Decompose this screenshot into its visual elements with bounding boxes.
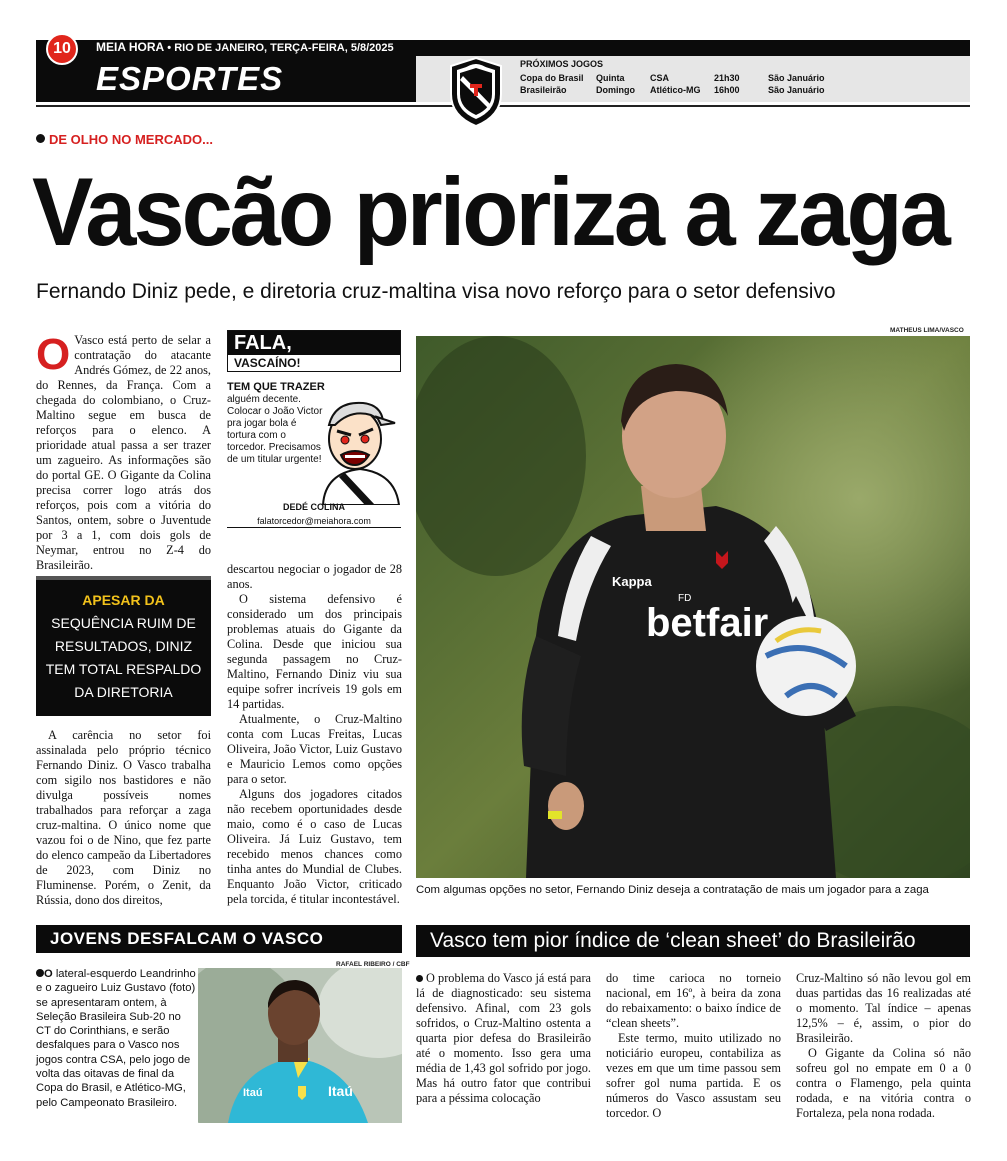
fala-signature [227, 500, 401, 528]
brand-text: Kappa [612, 574, 652, 589]
article-column-2 [227, 562, 402, 907]
sidebar-photo-credit: RAFAEL RIBEIRO / CBF [336, 961, 410, 968]
fala-quote-body: alguém decente. Colocar o João Victor pra jogar bola é tortura com o torcedor. Precisamos de um titular urgente! [227, 394, 323, 465]
page-number: 10 [46, 33, 78, 65]
drop-cap: O [36, 330, 71, 379]
masthead [96, 41, 394, 55]
article-paragraph: descartou negociar o jogador de 28 anos. [227, 562, 402, 591]
clean-sheet-title: Vasco tem pior índice de ‘clean sheet’ do Brasileirão [416, 925, 970, 957]
article-paragraph: O sistema defensivo é considerado um dos principais problemas atuais do Gigante da Colina. Desde que iniciou sua segunda passagem no Cruz-Maltino, Fernando Diniz viu sua equipe sofrer incríveis 19 gols em 14 partidas. [227, 592, 402, 711]
fala-title: FALA, [228, 331, 400, 355]
pullquote-highlight: APESAR DA [82, 592, 165, 608]
photo-caption: Com algumas opções no setor, Fernando Diniz deseja a contratação de mais um jogador para a zaga [416, 884, 929, 896]
clean-sheet-column-1: O problema do Vasco já está para lá de diagnosticado: seu sistema defensivo. Afinal, com 23 gols sofridos, o Cruz-Maltino ostenta a quarta pior defesa do Brasileirão até o momento. Isso gera uma média de 1,43 gol sofrido por jogo. Mas há outro fator que contribui para a péssima colocação [416, 971, 591, 1105]
article-paragraph: O Gigante da Colina só não sofreu gol no empate em 0 a 0 contra o Flamengo, pela quinta rodada, e na vitória contra o Fortaleza, pela nona rodada. [796, 1046, 971, 1120]
coach-photo [416, 336, 970, 878]
divider [227, 527, 401, 528]
subheadline: Fernando Diniz pede, e diretoria cruz-maltina visa novo reforço para o setor defensivo [36, 280, 836, 303]
sidebar-body: O lateral-esquerdo Leandrinho e o zagueiro Luiz Gustavo (foto) se apresentaram ontem, à Seleção Brasileira Sub-20 no CT do Corinthians, e serão desfalques para o Vasco nos jogos contra CSA, pelo jogo de volta das oitavas de final da Copa do Brasil, e Atlético-MG, pelo Campeonato Brasileiro. [36, 968, 196, 1109]
sidebar-title: JOVENS DESFALCAM O VASCO [36, 925, 402, 953]
dateline: • RIO DE JANEIRO, TERÇA-FEIRA, 5/8/2025 [167, 42, 394, 54]
jersey-text: Itaú [243, 1087, 263, 1099]
jersey-text: Itaú [328, 1083, 353, 1099]
section-title: ESPORTES [96, 60, 284, 97]
bullet-icon [36, 969, 44, 977]
article-paragraph: do time carioca no torneio nacional, em 16º, à beira da zona do rebaixamento: o baixo índice de “clean sheets”. [606, 971, 781, 1030]
fala-quote [227, 381, 327, 466]
article-column-1 [36, 330, 211, 573]
fala-subtitle: VASCAÍNO! [234, 356, 301, 370]
article-column-1b [36, 728, 211, 908]
article-paragraph: Atualmente, o Cruz-Maltino conta com Lucas Freitas, Lucas Oliveira, João Victor, Luiz Gustavo e Mauricio Lemos como opções para o setor. [227, 712, 402, 786]
fala-email[interactable]: falatorcedor@meiahora.com [257, 516, 371, 526]
sponsor-text: betfair [646, 601, 769, 645]
fala-quote-lead: TEM QUE TRAZER [227, 381, 325, 393]
kicker: DE OLHO NO MERCADO... [36, 132, 213, 147]
player-photo [198, 968, 402, 1123]
article-paragraph: Este termo, muito utilizado no noticiário europeu, contabiliza as vezes em que um time passou sem sofrer gol numa partida. E os números do Vasco assustam seu torcedor. O [606, 1031, 781, 1120]
article-paragraph: Alguns dos jogadores citados não recebem oportunidades desde maio, como é o caso de Lucas Oliveira. Já Luiz Gustavo, tem recebido menos chances como tinha antes do Mundial de Clubes. Enquanto João Victor, criticado pela torcida, é titular incontestável. [227, 787, 402, 906]
clean-sheet-column-3 [796, 971, 971, 1121]
bullet-icon [416, 975, 423, 982]
article-paragraph: Cruz-Maltino só não levou gol em duas partidas das 16 realizadas até o momento. Tal índice – apenas 12,5% – é, assim, o pior do Brasileirão. [796, 971, 971, 1045]
headline: Vascão prioriza a zaga [32, 158, 948, 267]
next-game-row: Brasileirão Domingo Atlético-MG 16h00 São Januário [520, 85, 825, 95]
fan-mascot-icon [315, 395, 405, 505]
brand-name: MEIA HORA [96, 40, 165, 54]
vasco-crest-icon [446, 56, 506, 128]
initials-text: FD [678, 593, 692, 604]
bullet-icon [36, 134, 45, 143]
article-paragraph: A carência no setor foi assinalada pelo próprio técnico Fernando Diniz. O Vasco trabalha com sigilo nos bastidores e não divulga possíveis nomes trabalhados para reforçar a zaga cruz-maltina. O único nome que vazou foi o de Nino, que fez parte do elenco campeão da Libertadores de 2023, com Diniz no Fluminense. Porém, o Zenit, da Rússia, dono dos direitos, [36, 728, 211, 907]
fala-author: DEDÉ COLINA [282, 502, 345, 512]
article-paragraph: Vasco está perto de selar a contratação do atacante Andrés Gómez, de 22 anos, do Rennes, da França. Com a chegada do colombiano, o Cruz-Maltino segue em busca de reforços para o elenco. A prioridade atual passa a ser trazer um zagueiro. As informações são do portal GE. O Gigante da Colina precisa correr logo atrás dos reforços, pois com a vitória do Santos, ontem, sobre o Juventude por 3 a 1, com dois gols de Neymar, entrou no Z-4 do Brasileirão. [36, 333, 211, 572]
next-games-title: PRÓXIMOS JOGOS [520, 59, 604, 69]
next-game-row: Copa do Brasil Quinta CSA 21h30 São Januário [520, 73, 825, 83]
photo-credit: MATHEUS LIMA/VASCO [890, 327, 964, 334]
clean-sheet-column-2 [606, 971, 781, 1121]
pullquote-text: SEQUÊNCIA RUIM DE RESULTADOS, DINIZ TEM TOTAL RESPALDO DA DIRETORIA [45, 615, 202, 700]
